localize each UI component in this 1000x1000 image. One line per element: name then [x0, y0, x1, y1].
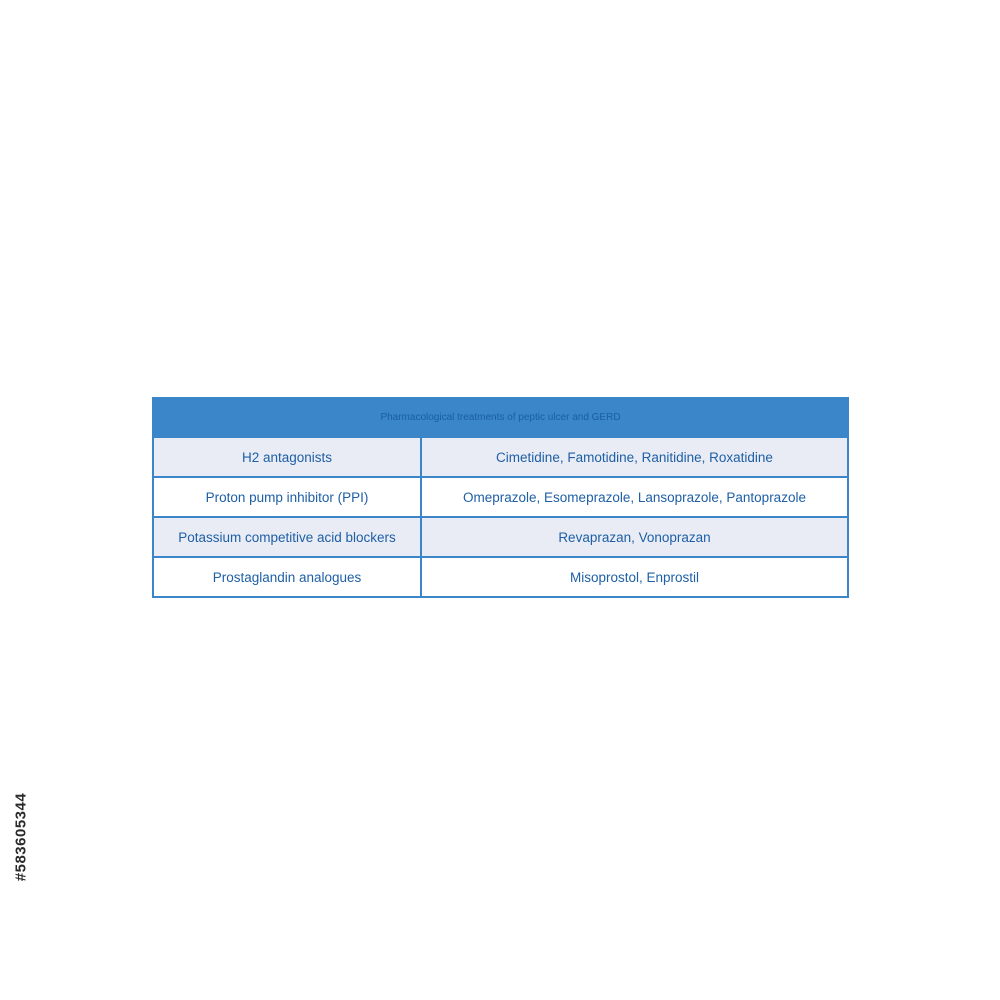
drug-examples-cell: Revaprazan, Vonoprazan	[421, 517, 848, 557]
drug-class-cell: H2 antagonists	[153, 437, 421, 477]
drug-examples-cell: Misoprostol, Enprostil	[421, 557, 848, 597]
drug-examples-cell: Cimetidine, Famotidine, Ranitidine, Roxatidine	[421, 437, 848, 477]
stock-id-watermark	[6, 757, 36, 917]
drug-class-cell: Potassium competitive acid blockers	[153, 517, 421, 557]
table-row	[153, 517, 848, 557]
treatments-table	[152, 397, 849, 598]
table-row	[153, 557, 848, 597]
table-title-row	[153, 398, 848, 437]
treatments-table-container	[152, 397, 847, 598]
table-row	[153, 477, 848, 517]
drug-class-cell: Proton pump inhibitor (PPI)	[153, 477, 421, 517]
drug-class-cell: Prostaglandin analogues	[153, 557, 421, 597]
table-row	[153, 437, 848, 477]
drug-examples-cell: Omeprazole, Esomeprazole, Lansoprazole, Pantoprazole	[421, 477, 848, 517]
table-title: Pharmacological treatments of peptic ulcer and GERD	[153, 398, 848, 437]
stock-id-text: #583605344	[12, 792, 30, 882]
